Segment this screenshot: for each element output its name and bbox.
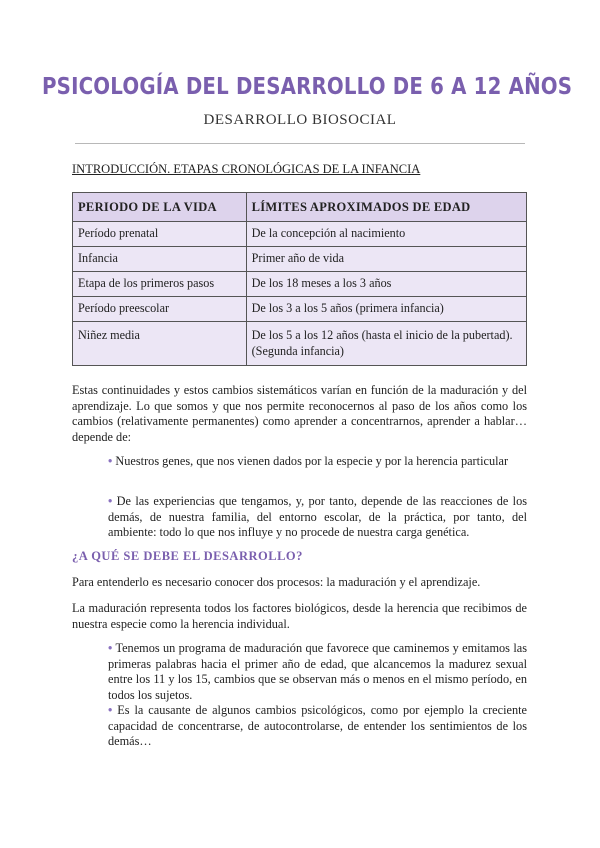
document-subtitle: DESARROLLO BIOSOCIAL bbox=[203, 112, 397, 128]
bullet-icon: • bbox=[108, 454, 113, 468]
maturation-bullet bbox=[108, 641, 527, 703]
intro-bullet-text: Nuestros genes, que nos vienen dados por la especie y por la herencia particular bbox=[115, 454, 509, 468]
bullet-icon: • bbox=[108, 641, 113, 655]
table-row bbox=[73, 322, 527, 366]
maturation-bullet-text: Es la causante de algunos cambios psicológicos, como por ejemplo la creciente capacidad de concentrarse, de autocontrolarse, de entender los sentimientos de los demás… bbox=[108, 703, 527, 748]
title-divider bbox=[75, 143, 525, 144]
table-cell-age: Primer año de vida bbox=[246, 247, 526, 272]
table-cell-age: De la concepción al nacimiento bbox=[246, 222, 526, 247]
intro-bullet bbox=[108, 454, 527, 470]
intro-bullet bbox=[108, 494, 527, 541]
table-cell-period: Niñez media bbox=[73, 322, 247, 366]
table-row bbox=[73, 247, 527, 272]
document-title: PSICOLOGÍA DEL DESARROLLO DE 6 A 12 AÑOS bbox=[42, 74, 573, 100]
table-cell-period: Período preescolar bbox=[73, 297, 247, 322]
table-cell-period: Infancia bbox=[73, 247, 247, 272]
maturation-bullet bbox=[108, 703, 527, 750]
paragraph-maturation: La maduración representa todos los factores biológicos, desde la herencia que recibimos de nuestra especie como la herencia individual. bbox=[72, 601, 527, 631]
table-cell-period: Período prenatal bbox=[73, 222, 247, 247]
paragraph-processes: Para entenderlo es necesario conocer dos procesos: la maduración y el aprendizaje. bbox=[72, 575, 481, 589]
table-row bbox=[73, 272, 527, 297]
question-heading: ¿A QUÉ SE DEBE EL DESARROLLO? bbox=[72, 549, 303, 563]
bullet-icon: • bbox=[108, 703, 113, 717]
section-heading: INTRODUCCIÓN. ETAPAS CRONOLÓGICAS DE LA INFANCIA bbox=[72, 162, 421, 176]
table-header-age-limits: LÍMITES APROXIMADOS DE EDAD bbox=[246, 193, 526, 222]
stages-table bbox=[72, 192, 527, 366]
table-row bbox=[73, 222, 527, 247]
table-cell-period: Etapa de los primeros pasos bbox=[73, 272, 247, 297]
table-header-row bbox=[73, 193, 527, 222]
table-cell-age: De los 18 meses a los 3 años bbox=[246, 272, 526, 297]
table-row bbox=[73, 297, 527, 322]
bullet-icon: • bbox=[108, 494, 113, 508]
table-cell-age: De los 5 a los 12 años (hasta el inicio de la pubertad). (Segunda infancia) bbox=[246, 322, 526, 366]
intro-bullet-text: De las experiencias que tengamos, y, por tanto, depende de las reacciones de los demás, de nuestra familia, del entorno escolar, de la práctica, por tanto, del ambiente: todo lo que nos influye y no procede de nuestra carga genética. bbox=[108, 494, 528, 539]
intro-paragraph: Estas continuidades y estos cambios sistemáticos varían en función de la maduración y del aprendizaje. Lo que somos y que nos permite reconocernos al paso de los años como los cambios (relativamente permanentes) como aprender a concentrarnos, aprender a hablar… depende de: bbox=[72, 383, 527, 444]
maturation-bullet-text: Tenemos un programa de maduración que favorece que caminemos y emitamos las primeras palabras hacia el primer año de edad, que alcancemos la madurez sexual entre los 11 y los 15, cambios que se observan más o menos en el mismo período, en todos los sujetos. bbox=[108, 641, 527, 702]
table-header-period: PERIODO DE LA VIDA bbox=[73, 193, 247, 222]
table-cell-age: De los 3 a los 5 años (primera infancia) bbox=[246, 297, 526, 322]
